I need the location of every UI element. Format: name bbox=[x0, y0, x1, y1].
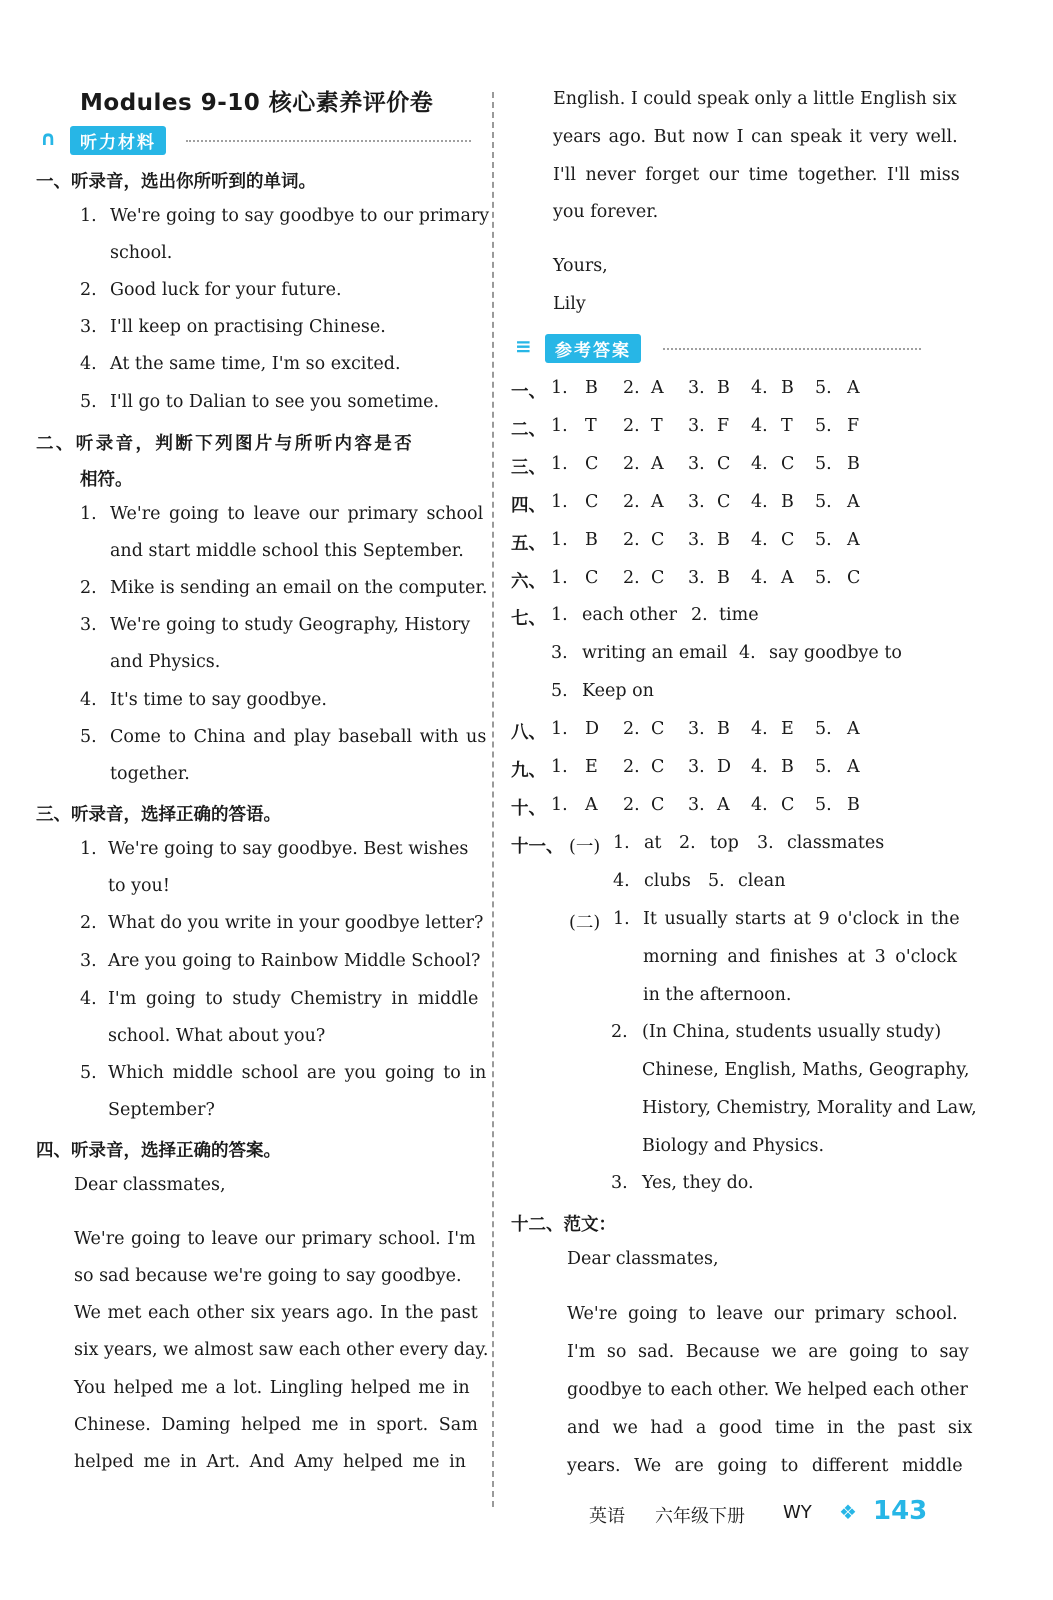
letter-line: six years, we almost saw each other every day. bbox=[74, 1340, 489, 1360]
item-text: Which middle school are you going to in bbox=[108, 1063, 487, 1083]
answer-value: D bbox=[585, 719, 600, 739]
answer-value: E bbox=[781, 719, 794, 739]
answer-number: 3. bbox=[688, 568, 705, 588]
answer-value: C bbox=[781, 454, 795, 474]
answer-label: 三、 bbox=[511, 458, 546, 478]
answer-number: 5. bbox=[815, 719, 832, 739]
section-heading-2: 二、听录音，判断下列图片与所听内容是否 bbox=[36, 434, 415, 454]
item-number: 4. bbox=[80, 354, 97, 374]
page-number: 143 bbox=[873, 1496, 928, 1526]
answer-number: 5. bbox=[815, 416, 832, 436]
section-heading-1: 一、听录音，选出你所听到的单词。 bbox=[36, 172, 316, 192]
answer-label: 四、 bbox=[511, 496, 546, 516]
item-text: We're going to say goodbye to our primary bbox=[110, 206, 490, 226]
letter-line: years ago. But now I can speak it very well. bbox=[553, 127, 958, 147]
item-number: 3. bbox=[80, 951, 97, 971]
item-number: 3. bbox=[80, 615, 97, 635]
answer-label: 五、 bbox=[511, 534, 546, 554]
answer-value: B bbox=[717, 719, 730, 739]
answer-number: 5. bbox=[815, 530, 832, 550]
item-text: At the same time, I'm so excited. bbox=[110, 354, 401, 374]
footer-grade: 六年级下册 bbox=[655, 1506, 745, 1527]
answer-label: 十二、范文： bbox=[511, 1215, 616, 1235]
answer-value: C bbox=[585, 568, 599, 588]
answer-number: 3. bbox=[688, 454, 705, 474]
answer-value: C bbox=[651, 568, 665, 588]
answer-number: 4. bbox=[751, 378, 768, 398]
answer-number: 3. bbox=[688, 795, 705, 815]
column-divider bbox=[492, 92, 494, 1507]
item-text: school. What about you? bbox=[108, 1026, 326, 1046]
answer-value: D bbox=[717, 757, 732, 777]
item-number: 5. bbox=[80, 392, 97, 412]
section-heading-4: 四、听录音，选择正确的答案。 bbox=[36, 1141, 281, 1161]
answer-value: A bbox=[847, 757, 860, 777]
answer-number: 2. bbox=[623, 378, 640, 398]
answer-number: 5. bbox=[815, 757, 832, 777]
answer-value: B bbox=[717, 530, 730, 550]
answer-number: 5. bbox=[815, 378, 832, 398]
answer-number: 4. bbox=[751, 795, 768, 815]
item-number: 4. bbox=[80, 690, 97, 710]
item-number: 5. bbox=[80, 1063, 97, 1083]
answer-number: 3. bbox=[688, 757, 705, 777]
answer-value: T bbox=[585, 416, 597, 436]
answer-text: in the afternoon. bbox=[643, 985, 792, 1005]
answer-value: C bbox=[651, 795, 665, 815]
answer-number: 4. bbox=[751, 719, 768, 739]
answer-number: 3. bbox=[688, 378, 705, 398]
answer-value: A bbox=[651, 492, 664, 512]
answer-number: 5. bbox=[708, 871, 725, 891]
answer-number: 3. bbox=[688, 492, 705, 512]
item-text: and start middle school this September. bbox=[110, 541, 464, 561]
answer-label: 八、 bbox=[511, 723, 546, 743]
footer-edition: WY bbox=[783, 1502, 812, 1523]
item-text: We're going to leave our primary school bbox=[110, 504, 484, 524]
answer-icon: ≡ bbox=[515, 334, 532, 358]
item-number: 2. bbox=[80, 578, 97, 598]
item-number: 1. bbox=[80, 206, 97, 226]
answer-label: 九、 bbox=[511, 761, 546, 781]
answer-number: 3. bbox=[611, 1173, 628, 1193]
letter-line: so sad because we're going to say goodbye. bbox=[74, 1266, 462, 1286]
answer-number: 2. bbox=[623, 757, 640, 777]
letter-line: You helped me a lot. Lingling helped me in bbox=[74, 1378, 470, 1398]
essay-line: We're going to leave our primary school. bbox=[567, 1304, 958, 1324]
letter-closing: Yours, bbox=[553, 256, 608, 276]
item-text: together. bbox=[110, 764, 190, 784]
answer-number: 2. bbox=[691, 605, 708, 625]
answer-value: Keep on bbox=[582, 681, 654, 701]
answer-text: History, Chemistry, Morality and Law, bbox=[642, 1098, 977, 1118]
answer-number: 3. bbox=[551, 643, 568, 663]
sub-label: (一) bbox=[569, 837, 601, 857]
sub-label: (二) bbox=[569, 913, 601, 933]
answer-value: A bbox=[585, 795, 598, 815]
answer-number: 5. bbox=[551, 681, 568, 701]
answer-number: 1. bbox=[551, 378, 568, 398]
answer-value: C bbox=[717, 454, 731, 474]
answer-number: 2. bbox=[623, 719, 640, 739]
answer-text: It usually starts at 9 o'clock in the bbox=[643, 909, 960, 929]
answer-number: 3. bbox=[688, 719, 705, 739]
item-text: school. bbox=[110, 243, 173, 263]
answer-number: 4. bbox=[751, 530, 768, 550]
section-heading-2-cont: 相符。 bbox=[80, 470, 133, 490]
answer-value: B bbox=[585, 378, 598, 398]
answer-label: 六、 bbox=[511, 572, 546, 592]
item-text: Mike is sending an email on the computer. bbox=[110, 578, 488, 598]
answer-text: Biology and Physics. bbox=[642, 1136, 825, 1156]
answer-number: 1. bbox=[551, 795, 568, 815]
answer-value: F bbox=[847, 416, 860, 436]
answer-number: 2. bbox=[623, 416, 640, 436]
answer-number: 1. bbox=[551, 416, 568, 436]
answer-value: B bbox=[847, 454, 860, 474]
answer-label: 一、 bbox=[511, 382, 546, 402]
item-number: 2. bbox=[80, 913, 97, 933]
answer-value: say goodbye to bbox=[769, 643, 902, 663]
answer-value: clean bbox=[738, 871, 786, 891]
answer-value: time bbox=[719, 605, 759, 625]
answer-number: 1. bbox=[551, 454, 568, 474]
answer-number: 4. bbox=[751, 757, 768, 777]
answer-number: 1. bbox=[551, 757, 568, 777]
answer-number: 4. bbox=[751, 416, 768, 436]
answer-number: 4. bbox=[751, 568, 768, 588]
section-heading-3: 三、听录音，选择正确的答语。 bbox=[36, 805, 281, 825]
answer-number: 4. bbox=[739, 643, 756, 663]
section-badge-answers: 参考答案 bbox=[545, 334, 641, 363]
answer-value: A bbox=[651, 378, 664, 398]
answer-value: at bbox=[644, 833, 662, 853]
answer-value: C bbox=[781, 795, 795, 815]
answer-number: 1. bbox=[551, 719, 568, 739]
item-number: 3. bbox=[80, 317, 97, 337]
answer-number: 5. bbox=[815, 568, 832, 588]
item-text: and Physics. bbox=[110, 652, 221, 672]
answer-number: 3. bbox=[757, 833, 774, 853]
answer-number: 4. bbox=[751, 492, 768, 512]
answer-value: C bbox=[717, 492, 731, 512]
dotted-rule bbox=[186, 140, 471, 142]
answer-number: 4. bbox=[613, 871, 630, 891]
answer-value: B bbox=[781, 492, 794, 512]
dotted-rule bbox=[663, 348, 921, 350]
section-badge-listening: 听力材料 bbox=[70, 126, 166, 155]
letter-line: We're going to leave our primary school. I'm bbox=[74, 1229, 476, 1249]
answer-value: C bbox=[651, 757, 665, 777]
item-number: 1. bbox=[80, 839, 97, 859]
answer-number: 1. bbox=[551, 568, 568, 588]
answer-label: 十一、 bbox=[511, 837, 564, 857]
answer-value: A bbox=[847, 378, 860, 398]
answer-number: 1. bbox=[551, 492, 568, 512]
answer-value: top bbox=[710, 833, 739, 853]
item-text: Are you going to Rainbow Middle School? bbox=[108, 951, 481, 971]
answer-number: 1. bbox=[551, 605, 568, 625]
answer-value: B bbox=[585, 530, 598, 550]
item-number: 2. bbox=[80, 280, 97, 300]
answer-number: 2. bbox=[623, 795, 640, 815]
answer-number: 4. bbox=[751, 454, 768, 474]
answer-text: (In China, students usually study) bbox=[642, 1022, 942, 1042]
answer-value: B bbox=[847, 795, 860, 815]
answer-number: 2. bbox=[611, 1022, 628, 1042]
essay-line: years. We are going to different middle bbox=[567, 1456, 963, 1476]
answer-value: T bbox=[781, 416, 793, 436]
answer-value: C bbox=[585, 492, 599, 512]
answer-value: C bbox=[847, 568, 861, 588]
essay-line: I'm so sad. Because we are going to say bbox=[567, 1342, 969, 1362]
item-text: I'm going to study Chemistry in middle bbox=[108, 989, 479, 1009]
answer-value: A bbox=[781, 568, 794, 588]
answer-value: A bbox=[717, 795, 730, 815]
answer-number: 2. bbox=[623, 530, 640, 550]
letter-signature: Lily bbox=[553, 294, 586, 314]
item-text: We're going to say goodbye. Best wishes bbox=[108, 839, 469, 859]
answer-number: 5. bbox=[815, 795, 832, 815]
answer-number: 5. bbox=[815, 454, 832, 474]
answer-number: 1. bbox=[613, 909, 630, 929]
item-text: I'll go to Dalian to see you sometime. bbox=[110, 392, 440, 412]
item-text: What do you write in your goodbye letter? bbox=[108, 913, 484, 933]
diamond-icon: ❖ bbox=[839, 1500, 857, 1524]
answer-text: Yes, they do. bbox=[642, 1173, 754, 1193]
answer-text: Chinese, English, Maths, Geography, bbox=[642, 1060, 970, 1080]
answer-number: 5. bbox=[815, 492, 832, 512]
headphone-icon: ∩ bbox=[40, 126, 57, 150]
letter-salutation: Dear classmates, bbox=[74, 1175, 226, 1195]
answer-number: 2. bbox=[623, 492, 640, 512]
answer-value: F bbox=[717, 416, 730, 436]
essay-line: and we had a good time in the past six bbox=[567, 1418, 973, 1438]
answer-number: 2. bbox=[679, 833, 696, 853]
answer-value: B bbox=[717, 568, 730, 588]
item-text: We're going to study Geography, History bbox=[110, 615, 471, 635]
answer-value: E bbox=[585, 757, 598, 777]
answer-number: 2. bbox=[623, 454, 640, 474]
item-text: Come to China and play baseball with us bbox=[110, 727, 487, 747]
letter-line: English. I could speak only a little English six bbox=[553, 89, 957, 109]
answer-value: B bbox=[781, 378, 794, 398]
answer-text: morning and finishes at 3 o'clock bbox=[643, 947, 957, 967]
answer-value: each other bbox=[582, 605, 677, 625]
answer-number: 2. bbox=[623, 568, 640, 588]
letter-line: I'll never forget our time together. I'll miss bbox=[553, 165, 960, 185]
answer-value: T bbox=[651, 416, 663, 436]
letter-line: Chinese. Daming helped me in sport. Sam bbox=[74, 1415, 478, 1435]
item-number: 4. bbox=[80, 989, 97, 1009]
letter-line: We met each other six years ago. In the past bbox=[74, 1303, 478, 1323]
answer-label: 二、 bbox=[511, 420, 546, 440]
item-text: to you! bbox=[108, 876, 170, 896]
essay-line: goodbye to each other. We helped each other bbox=[567, 1380, 968, 1400]
answer-value: B bbox=[717, 378, 730, 398]
answer-value: A bbox=[847, 719, 860, 739]
item-number: 1. bbox=[80, 504, 97, 524]
page-title: Modules 9-10 核心素养评价卷 bbox=[80, 90, 434, 116]
answer-value: A bbox=[651, 454, 664, 474]
essay-salutation: Dear classmates, bbox=[567, 1249, 719, 1269]
item-text: I'll keep on practising Chinese. bbox=[110, 317, 386, 337]
letter-line: you forever. bbox=[553, 202, 659, 222]
answer-number: 1. bbox=[551, 530, 568, 550]
item-text: It's time to say goodbye. bbox=[110, 690, 327, 710]
answer-value: A bbox=[847, 492, 860, 512]
answer-value: clubs bbox=[644, 871, 691, 891]
answer-number: 1. bbox=[613, 833, 630, 853]
answer-value: writing an email bbox=[582, 643, 728, 663]
answer-value: A bbox=[847, 530, 860, 550]
answer-value: C bbox=[585, 454, 599, 474]
answer-value: C bbox=[651, 530, 665, 550]
footer-subject: 英语 bbox=[589, 1506, 625, 1527]
answer-value: classmates bbox=[787, 833, 885, 853]
answer-label: 十、 bbox=[511, 799, 546, 819]
answer-number: 3. bbox=[688, 416, 705, 436]
item-text: Good luck for your future. bbox=[110, 280, 342, 300]
item-number: 5. bbox=[80, 727, 97, 747]
answer-value: B bbox=[781, 757, 794, 777]
letter-line: helped me in Art. And Amy helped me in bbox=[74, 1452, 466, 1472]
answer-label: 七、 bbox=[511, 609, 546, 629]
answer-value: C bbox=[651, 719, 665, 739]
answer-value: C bbox=[781, 530, 795, 550]
item-text: September? bbox=[108, 1100, 215, 1120]
answer-number: 3. bbox=[688, 530, 705, 550]
